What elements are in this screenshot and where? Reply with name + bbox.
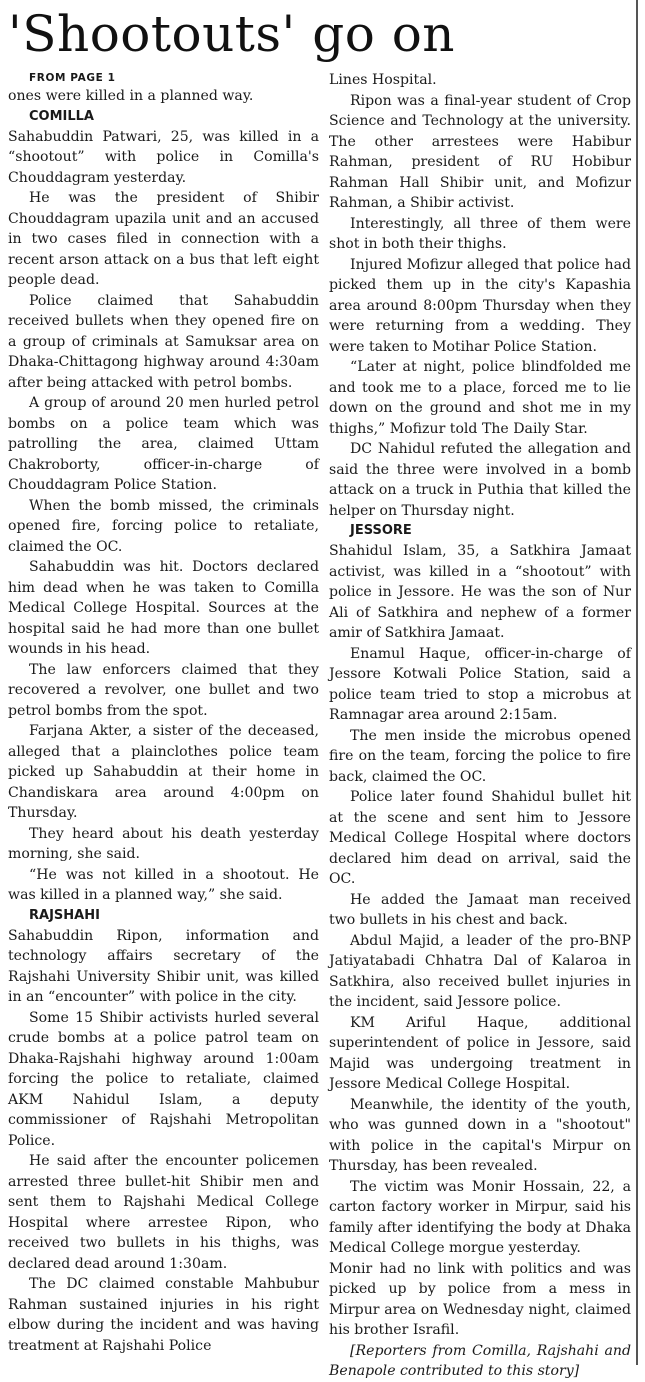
- continued-from-label: FROM PAGE 1: [29, 72, 116, 84]
- paragraph: The DC claimed constable Mahbubur Rahman sustained injuries in his right elbow during the incident and was having treatment at Rajshahi Police: [8, 1276, 319, 1354]
- paragraph: Meanwhile, the identity of the youth, who was gunned down in a "shootout" with police in the capital's Mirpur on Thursday, has been revealed.: [329, 1096, 631, 1174]
- headline: 'Shootouts' go on: [8, 5, 456, 63]
- paragraph: When the bomb missed, the criminals opened fire, forcing police to retaliate, claimed the OC.: [8, 497, 319, 555]
- paragraph: Shahidul Islam, 35, a Satkhira Jamaat activist, was killed in a “shootout” with police in Jessore. He was the son of Nur Ali of Satkhira and nephew of a former amir of Satkhira Jamaat.: [329, 543, 631, 641]
- paragraph: He was the president of Shibir Chouddagram upazila unit and an accused in two cases filed in connection with a recent arson attack on a bus that left eight people dead.: [8, 190, 319, 288]
- paragraph: Lines Hospital.: [329, 72, 437, 88]
- subheading-comilla: COMILLA: [29, 108, 94, 124]
- paragraph: He added the Jamaat man received two bullets in his chest and back.: [329, 891, 631, 928]
- paragraph: DC Nahidul refuted the allegation and said the three were involved in a bomb attack on a truck in Puthia that killed the helper on Thursday night.: [329, 441, 631, 519]
- paragraph: The men inside the microbus opened fire on the team, forcing the police to fire back, claimed the OC.: [329, 727, 631, 785]
- paragraph: Sahabuddin Ripon, information and technology affairs secretary of the Rajshahi University Shibir unit, was killed in an “encounter” with police in the city.: [8, 927, 319, 1005]
- paragraph: Police later found Shahidul bullet hit at the scene and sent him to Jessore Medical College Hospital where doctors declared him dead on arrival, said the OC.: [329, 789, 631, 887]
- paragraph: “Later at night, police blindfolded me and took me to a place, forced me to lie down on the ground and shot me in my thighs,” Mofizur told The Daily Star.: [329, 359, 631, 437]
- paragraph: Farjana Akter, a sister of the deceased, alleged that a plainclothes police team picked up Sahabuddin at their home in Chandiskara area around 4:00pm on Thursday.: [8, 723, 319, 821]
- paragraph: Ripon was a final-year student of Crop Science and Technology at the university. The other arrestees were Habibur Rahman, president of RU Hobibur Rahman Hall Shibir unit, and Mofizur Rahman, a Shibir activist.: [329, 92, 631, 211]
- paragraph: Interestingly, all three of them were shot in both their thighs.: [329, 215, 631, 252]
- paragraph: They heard about his death yesterday morning, she said.: [8, 825, 319, 862]
- paragraph: A group of around 20 men hurled petrol bombs on a police team which was patrolling the area, claimed Uttam Chakroborty, officer-in-charge of Chouddagram Police Station.: [8, 395, 319, 493]
- article-column-2: [329, 70, 631, 1382]
- paragraph: Sahabuddin Patwari, 25, was killed in a “shootout” with police in Comilla's Chouddagram yesterday.: [8, 128, 319, 186]
- paragraph: The victim was Monir Hossain, 22, a carton factory worker in Mirpur, said his family after identifying the body at Dhaka Medical College morgue yesterday.: [329, 1178, 631, 1256]
- paragraph: KM Ariful Haque, additional superintendent of police in Jessore, said Majid was undergoing treatment in Jessore Medical College Hospital.: [329, 1014, 631, 1092]
- reporter-credit: [Reporters from Comilla, Rajshahi and Benapole contributed to this story]: [329, 1342, 631, 1379]
- paragraph: “He was not killed in a shootout. He was killed in a planned way,” she said.: [8, 866, 319, 903]
- paragraph: Police claimed that Sahabuddin received bullets when they opened fire on a group of criminals at Samuksar area on Dhaka-Chittagong highway around 4:30am after being attacked with petrol bombs.: [8, 292, 319, 391]
- paragraph: Some 15 Shibir activists hurled several crude bombs at a police patrol team on Dhaka-Rajshahi highway around 1:00am forcing the police to retaliate, claimed AKM Nahidul Islam, a deputy commissioner of Rajshahi Metropolitan Police.: [8, 1009, 319, 1149]
- paragraph: ones were killed in a planned way.: [8, 88, 254, 104]
- paragraph: Abdul Majid, a leader of the pro-BNP Jatiyatabadi Chhatra Dal of Kalaroa in Satkhira, also received bullet injuries in the incident, said Jessore police.: [329, 932, 631, 1010]
- subheading-jessore: JESSORE: [350, 523, 412, 538]
- paragraph: Injured Mofizur alleged that police had picked them up in the city's Kapashia area around 8:00pm Thursday when they were returning from a wedding. They were taken to Motihar Police Station.: [329, 256, 631, 355]
- paragraph: He said after the encounter policemen arrested three bullet-hit Shibir men and sent them to Rajshahi Medical College Hospital where arrestee Ripon, who received two bullets in his thighs, was declared dead around 1:30am.: [8, 1153, 319, 1272]
- paragraph: The law enforcers claimed that they recovered a revolver, one bullet and two petrol bombs from the spot.: [8, 661, 319, 719]
- paragraph: Sahabuddin was hit. Doctors declared him dead when he was taken to Comilla Medical College Hospital. Sources at the hospital said he had more than one bullet wounds in his head.: [8, 559, 319, 657]
- column-rule: [636, 0, 638, 1365]
- subheading-rajshahi: RAJSHAHI: [29, 907, 100, 923]
- article-column-1: [8, 70, 319, 1356]
- paragraph: Monir had no link with politics and was picked up by police from a mess in Mirpur area on Wednesday night, claimed his brother Israfil.: [329, 1260, 631, 1338]
- paragraph: Enamul Haque, officer-in-charge of Jessore Kotwali Police Station, said a police team tried to stop a microbus at Ramnagar area around 2:15am.: [329, 645, 631, 723]
